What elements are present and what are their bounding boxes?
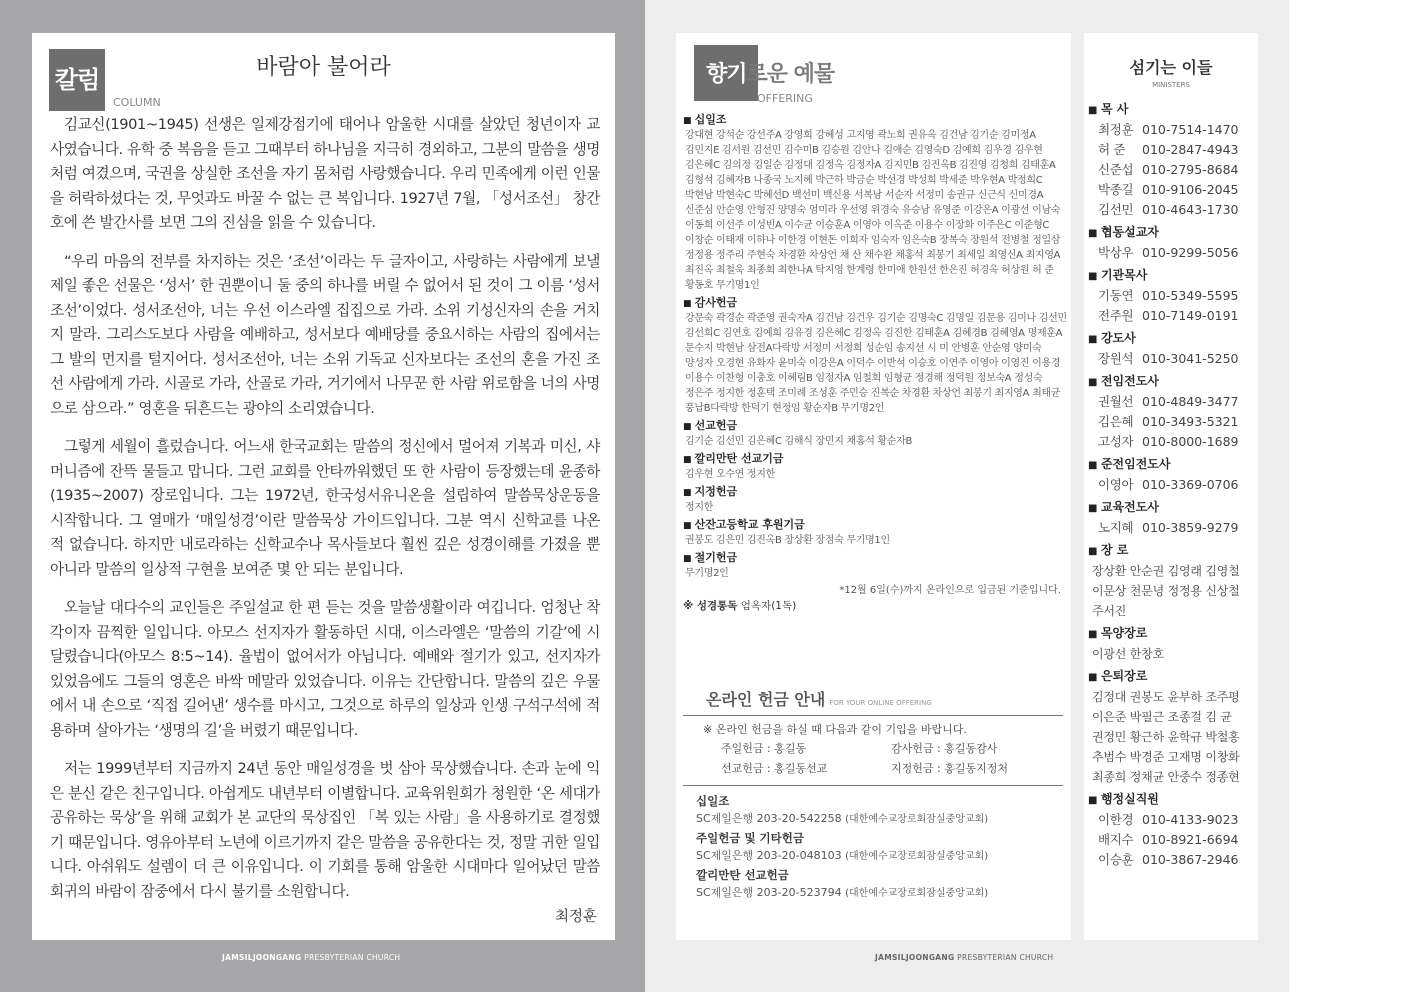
minister-phone: 010-4643-1730 — [1142, 202, 1239, 217]
ministers-list — [1088, 97, 1256, 870]
minister-name: 장원석 — [1098, 351, 1134, 366]
offering-section — [683, 113, 1067, 293]
online-offering-section — [683, 687, 1063, 903]
offering-section-names: 정지한 — [685, 502, 714, 513]
minister-name: 박종길 — [1098, 182, 1134, 197]
minister-phone: 010-5349-5595 — [1142, 288, 1239, 303]
offering-section-names: 김기순 김선민 김은혜C 김해식 장민지 채홍석 황순자B — [685, 436, 913, 447]
minister-group-heading: ■ 교육전도사 — [1088, 498, 1256, 518]
offering-section — [683, 551, 1067, 581]
minister-name: 전주원 — [1098, 308, 1134, 323]
offering-title-bold: 향기 — [706, 62, 747, 87]
staff-row — [1088, 830, 1256, 850]
minister-name: 김은혜 — [1098, 414, 1134, 429]
account-info — [696, 810, 1063, 829]
online-example: 주일헌금 : 홍길동 — [721, 742, 807, 755]
column-author: 최정훈 — [554, 909, 597, 925]
minister-row — [1088, 349, 1256, 369]
offering-section-heading: ■ 선교헌금 — [683, 419, 1067, 434]
minister-row — [1088, 286, 1256, 306]
bible-reading-label: ※ 성경통독 — [683, 600, 738, 612]
footer-church-rest: PRESBYTERIAN CHURCH — [954, 953, 1054, 962]
offering-panel — [676, 33, 1071, 940]
minister-name: 고성자 — [1098, 434, 1134, 449]
minister-phone: 010-3859-9279 — [1142, 520, 1239, 535]
account-number: SC제일은행 203-20-523794 — [696, 886, 842, 899]
minister-row — [1088, 392, 1256, 412]
minister-row — [1088, 518, 1256, 538]
minister-phone: 010-2795-8684 — [1142, 162, 1239, 177]
offering-tag-en: OFFERING — [757, 92, 813, 105]
minister-phone: 010-4849-3477 — [1142, 394, 1239, 409]
page-edge — [1289, 0, 1403, 992]
online-examples — [721, 739, 1063, 779]
minister-name: 기동연 — [1098, 288, 1134, 303]
minister-row — [1088, 200, 1256, 220]
minister-phone: 010-7514-1470 — [1142, 122, 1239, 137]
bible-reading — [683, 599, 1067, 613]
minister-group-heading: ■ 전임전도사 — [1088, 372, 1256, 392]
account-heading: 십일조 — [696, 794, 730, 808]
online-example: 감사헌금 : 홍길동감사 — [891, 742, 998, 755]
column-paragraph: “우리 마음의 전부를 차지하는 것은 ‘조선’이라는 두 글자이고, 사랑하는 사람에게 보낼 제일 좋은 선물은 ‘성서’ 한 권뿐이니 둘 중의 하나를 버릴 수 없어서 된 것이 그 이름 ‘성서조선’이었다. 성서조선아, 너는 우선 이스라엘 집집으로 가라. 소위 기성신자의 손을 거치지 말라. 그리스도보다 사람을 예배하고, 성서보다 예배당를 중요시하는 사람의 집에서는 그 발의 먼지를 털지어다. 성서조선아, 너는 소위 기독교 신자보다는 조선의 혼을 가진 조선 사람에게 가라. 시골로 가라, 산골로 가라, 거기에서 나무꾼 한 사람 위로함을 너의 사명으로 삼으라.” 영혼을 뒤흔드는 광야의 소리였습니다. — [50, 252, 600, 417]
offering-section-heading: ■ 십일조 — [683, 113, 1067, 128]
retired-elders-names: 김정대 권봉도 윤부하 조주평 이은준 박필근 조종걸 김 균 권정민 황근하 윤학규 박철홍 추범수 박경준 고재명 이창화 최종희 정채균 안중수 정종현 — [1092, 690, 1240, 784]
online-offering-title — [683, 687, 1063, 716]
account-heading: 깔리만탄 선교헌금 — [696, 868, 789, 882]
staff-name: 이승훈 — [1098, 852, 1134, 867]
minister-row — [1088, 140, 1256, 160]
hon-elders-names: 이광선 한창호 — [1092, 647, 1164, 661]
column-paragraph: 그렇게 세월이 흘렀습니다. 어느새 한국교회는 말씀의 정신에서 멀어져 기복과 미신, 샤머니즘에 잔뜩 물들고 맙니다. 그런 교회를 안타까워했던 또 한 사람이 등장했는데 윤종하(1935~2007) 장로입니다. 그는 1972년, 한국성서유니온을 설립하여 말씀묵상운동을 시작합니다. 그 열매가 ‘매일성경’이란 말씀묵상 가이드입니다. 그분 역시 신학교를 나온 적 없습니다. 하지만 내로라하는 신학교수나 목사들보다 훨씬 깊은 성경이해를 가졌을 뿐 아니라 말씀의 일상적 구현을 보여준 몇 안 되는 분입니다. — [50, 438, 600, 578]
account-number: SC제일은행 203-20-542258 — [696, 812, 842, 825]
offering-section-names: 무기명2인 — [685, 568, 729, 579]
minister-name: 노지혜 — [1098, 520, 1134, 535]
footer-right — [875, 953, 1053, 962]
minister-group-heading: ■ 준전임전도사 — [1088, 455, 1256, 475]
offering-section-heading: ■ 감사헌금 — [683, 296, 1067, 311]
account-holder: (대한예수교장로회잠실중앙교회) — [845, 888, 989, 899]
column-tag: 칼럼 — [49, 49, 105, 111]
offering-title — [706, 57, 834, 88]
staff-phone: 010-4133-9023 — [1142, 812, 1239, 827]
offering-section-heading: ■ 깔리만탄 선교기금 — [683, 452, 1067, 467]
column-panel — [32, 33, 615, 940]
account-number: SC제일은행 203-20-048103 — [696, 849, 842, 862]
staff-phone: 010-3867-2946 — [1142, 852, 1239, 867]
staff-phone: 010-8921-6694 — [1142, 832, 1239, 847]
column-paragraph: 오늘날 대다수의 교인들은 주일설교 한 편 듣는 것을 말씀생활이라 여깁니다. 엄청난 착각이자 끔찍한 일입니다. 아모스 선지자가 활동하던 시대, 이스라엘은 ‘말씀의 기갈’에 시달렸습니다(아모스 8:5~14). 율법이 없어서가 아닙니다. 예배와 절기가 있고, 선지자가 있었음에도 그들의 영혼은 바싹 메말라 있었습니다. 이유는 간단합니다. 말씀의 깊은 우물에서 내 손으로 ‘직접 길어낸’ 생수를 마시고, 그것으로 하루의 일상과 인생 구석구석에 적용하며 살아가는 ‘생명의 길’을 버렸기 때문입니다. — [50, 599, 600, 739]
offering-section — [683, 485, 1067, 515]
minister-row — [1088, 180, 1256, 200]
offering-section-names: 김우현 오수연 정지한 — [685, 469, 775, 480]
account-info — [696, 847, 1063, 866]
minister-group-heading: ■ 협동설교자 — [1088, 223, 1256, 243]
hon-elders-heading: ■ 목양장로 — [1088, 624, 1256, 644]
account-holder: (대한예수교장로회잠실중앙교회) — [845, 814, 989, 825]
account-holder: (대한예수교장로회잠실중앙교회) — [845, 851, 989, 862]
bible-reading-names: 엄옥자(1독) — [740, 600, 797, 612]
admin-staff-heading: ■ 행정실직원 — [1088, 790, 1256, 810]
column-paragraph: 김교신(1901~1945) 선생은 일제강점기에 태어나 암울한 시대를 살았던 청년이자 교사였습니다. 유학 중 복음을 듣고 그때부터 하나님을 지극히 경외하고, 그분의 말씀을 생명처럼 여겼으며, 국권을 상실한 조선을 자기 몸처럼 사랑했습니다. 우리 민족에게 이런 인물을 허락하셨다는 것, 무엇과도 바꿀 수 없는 큰 복입니다. 1927년 7월, 「성서조선」 창간호에 쓴 발간사를 보면 그의 진심을 읽을 수 있습니다. — [50, 116, 600, 231]
minister-group-heading: ■ 강도사 — [1088, 329, 1256, 349]
footer-left — [222, 953, 400, 962]
minister-row — [1088, 306, 1256, 326]
minister-row — [1088, 412, 1256, 432]
column-paragraph: 저는 1999년부터 지금까지 24년 동안 매일성경을 벗 삼아 묵상했습니다. 손과 눈에 익은 분신 같은 친구입니다. 아쉽게도 내년부터 이별합니다. 교육위원회가 청원한 ‘온 세대가 공유하는 묵상’을 위해 교회가 본 교단의 묵상집인 「복 있는 사람」을 사용하기로 결정했기 때문입니다. 영유아부터 노년에 이르기까지 같은 말씀을 공유한다는 것, 정말 귀한 일입니다. 아쉬워도 설렘이 더 큰 이유입니다. 이 기회를 통해 암울한 시대마다 일어났던 말씀회귀의 바람이 잠중에서 다시 불기를 소원합니다. — [50, 760, 600, 900]
offering-section — [683, 452, 1067, 482]
minister-phone: 010-9299-5056 — [1142, 245, 1239, 260]
column-tag-en: COLUMN — [113, 96, 161, 109]
online-example: 선교헌금 : 홍길동선교 — [721, 762, 828, 775]
minister-name: 김선민 — [1098, 202, 1134, 217]
minister-name: 신준섭 — [1098, 162, 1134, 177]
minister-name: 최정훈 — [1098, 122, 1134, 137]
minister-phone: 010-2847-4943 — [1142, 142, 1239, 157]
minister-name: 허 준 — [1098, 142, 1126, 157]
footer-church-rest: PRESBYTERIAN CHURCH — [301, 953, 401, 962]
ministers-title-en: MINISTERS — [1152, 81, 1190, 89]
minister-phone: 010-3041-5250 — [1142, 351, 1239, 366]
minister-phone: 010-9106-2045 — [1142, 182, 1239, 197]
online-title-text: 온라인 헌금 안내 — [706, 690, 826, 709]
ministers-title: 섬기는 이들 — [1129, 58, 1213, 77]
column-body — [50, 113, 600, 918]
column-title: 바람아 불어라 — [256, 55, 391, 80]
offering-section — [683, 419, 1067, 449]
minister-row — [1088, 160, 1256, 180]
minister-row — [1088, 432, 1256, 452]
minister-row — [1088, 475, 1256, 495]
online-title-en: FOR YOUR ONLINE OFFERING — [829, 699, 932, 707]
footer-church-bold: JAMSILJOONGANG — [222, 953, 302, 962]
offering-list — [683, 113, 1067, 613]
minister-phone: 010-7149-0191 — [1142, 308, 1239, 323]
offering-section-names: 강대현 강석순 강선주A 강영희 강혜성 고지영 곽노희 권유옥 김건남 김기순 김미정A 김민지E 김서원 김선민 김수미B 김승원 김안나 김애순 김영숙D 김예희 김우경 김우현 김은혜C 김의정 김일순 김정대 김정옥 김정자A 김지민B 김진옥B 김진영 김청희 김태훈A 김형석 김혜자B 나종국 노지혜 박근하 박금순 박선경 박성희 박세준 박우현A 박정희C 박현남 박현숙C 박혜선D 백선미 백신용 서복남 서순자 서정미 송권규 신근식 신미경A 신준심 안순영 안형진 양명숙 엄미라 우선영 위경숙 유승남 유영준 이강은A 이광선 이남숙 이동희 이선주 이성빈A 이수균 이승훈A 이영아 이옥준 이용수 이장화 이주은C 이준형C 이창순 이태재 이하나 이한경 이현돈 이희자 임숙자 임은숙B 장복숙 장원석 전병철 정일삼 정정용 정주리 주현숙 차경환 차상언 채 산 채수완 채홍석 최봉기 최세일 최영신A 최지영A 최진옥 최철욱 최종희 최한나A 탁지영 한계령 한미애 한원선 한은진 허경옥 허상원 허 준 황동호 무기명1인 — [685, 130, 1061, 291]
offering-note: *12월 6일(수)까지 온라인으로 입금된 기준입니다. — [839, 585, 1061, 596]
offering-section-heading: ■ 산잔고등학교 후원기금 — [683, 518, 1067, 533]
offering-section-names: 권봉도 김은민 김진옥B 장상환 장점숙 무기명1인 — [685, 535, 890, 546]
account-heading: 주일헌금 및 기타헌금 — [696, 831, 804, 845]
minister-phone: 010-8000-1689 — [1142, 434, 1239, 449]
staff-name: 배지수 — [1098, 832, 1134, 847]
retired-elders-heading: ■ 은퇴장로 — [1088, 667, 1256, 687]
footer-church-bold: JAMSILJOONGANG — [875, 953, 955, 962]
offering-section-heading: ■ 절기헌금 — [683, 551, 1067, 566]
account-list — [696, 792, 1063, 903]
offering-title-rest: 로운 예물 — [746, 62, 835, 87]
minister-name: 이영아 — [1098, 477, 1134, 492]
minister-group-heading: ■ 기관목사 — [1088, 266, 1256, 286]
offering-section-heading: ■ 지정헌금 — [683, 485, 1067, 500]
minister-name: 권월선 — [1098, 394, 1134, 409]
staff-row — [1088, 850, 1256, 870]
staff-name: 이한경 — [1098, 812, 1134, 827]
account-info — [696, 884, 1063, 903]
elders-names: 장상환 안순권 김영래 김영철 이문상 천문녕 정정용 신상철 주서진 — [1092, 564, 1240, 618]
online-divider — [683, 785, 1063, 786]
minister-phone: 010-3369-0706 — [1142, 477, 1239, 492]
online-notice: ※ 온라인 헌금을 하실 때 다음과 같이 기입을 바랍니다. — [703, 723, 967, 736]
offering-section — [683, 518, 1067, 548]
minister-row — [1088, 243, 1256, 263]
minister-name: 박상우 — [1098, 245, 1134, 260]
ministers-panel — [1084, 33, 1258, 940]
offering-section-names: 강문숙 곽경순 곽준영 권숙자A 김건남 김건우 김기순 김명숙C 김명일 김문용 김미나 김선민 김선희C 김연호 김예희 김유경 김은혜C 김정옥 김진한 김태훈A 김혜경B 김혜영A 명제훈A 문수지 박현남 삼전A다락방 서정미 서정희 성순임 송지선 시 미 안병훈 안순영 양미숙 양성자 오경현 유화자 윤미숙 이강은A 이덕수 이반석 이승호 이연주 이영아 이영진 이용경 이용수 이찬형 이충호 이혜림B 임정자A 임철희 임형균 정경해 정덕원 정보숙A 정성숙 정은주 정지한 정훈택 조미례 조성훈 주민승 진복순 차경환 차상언 최봉기 최지영A 최태균 풍납B다락방 한덕기 현정임 황순자B 무기명2인 — [685, 313, 1067, 414]
online-example: 지정헌금 : 홍길동지정처 — [891, 762, 1008, 775]
offering-section — [683, 296, 1067, 416]
minister-row — [1088, 120, 1256, 140]
minister-phone: 010-3493-5321 — [1142, 414, 1239, 429]
elders-heading: ■ 장 로 — [1088, 541, 1256, 561]
minister-group-heading: ■ 목 사 — [1088, 100, 1256, 120]
staff-row — [1088, 810, 1256, 830]
